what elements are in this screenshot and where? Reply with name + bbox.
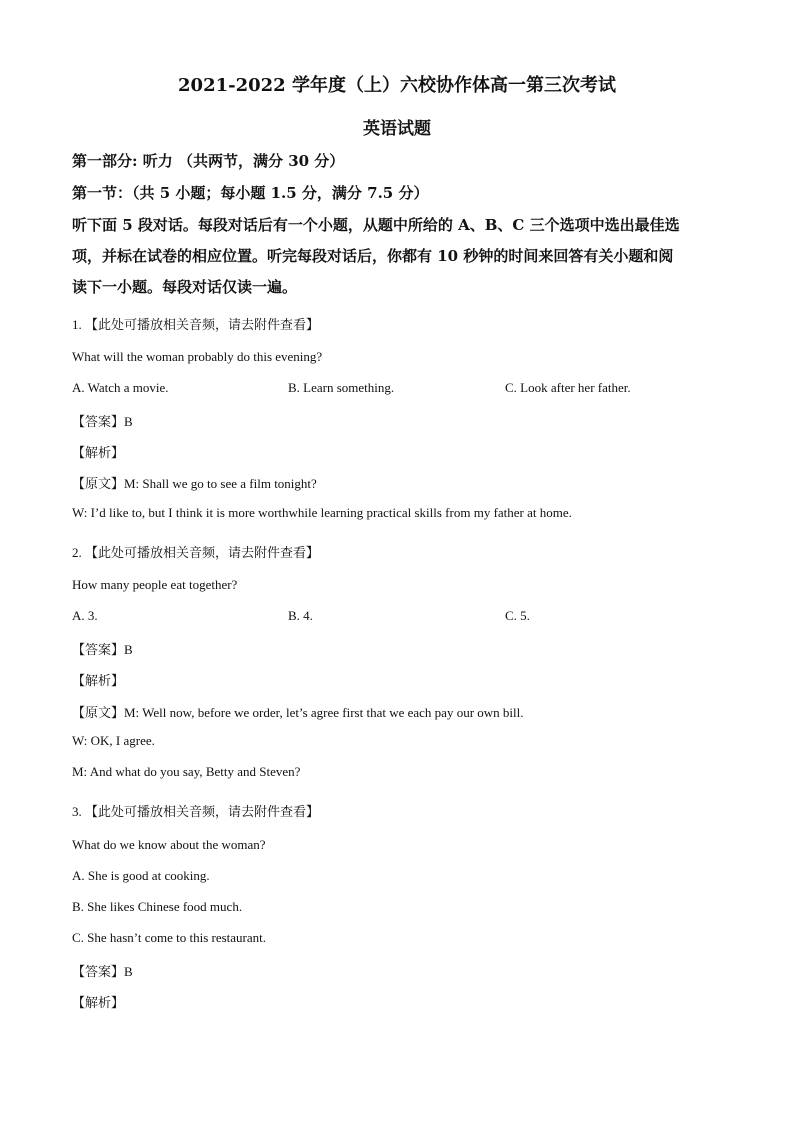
instructions-line-2: 项，并标在试卷的相应位置。听完每段对话后，你都有 10 秒钟的时间来回答有关小题和阅 [72, 247, 674, 265]
question-2-option-a: A. 3. [72, 608, 98, 623]
question-2-answer: 【答案】B [72, 642, 133, 657]
question-3-analysis: 【解析】 [72, 995, 125, 1010]
question-3-option-b: B. She likes Chinese food much. [72, 899, 243, 914]
question-2-transcript-1: 【原文】M: Well now, before we order, let’s agree first that we each pay our own bill. [72, 705, 524, 720]
instructions-line-3: 读下一小题。每段对话仅读一遍。 [72, 278, 298, 296]
question-2-option-b: B. 4. [288, 608, 313, 623]
question-2-transcript-2: W: OK, I agree. [72, 733, 155, 748]
part-heading: 第一部分: 听力 （共两节，满分 30 分） [72, 152, 345, 170]
question-1-transcript-2: W: I’d like to, but I think it is more worthwhile learning practical skills from my father at home. [72, 505, 572, 520]
question-3-text: What do we know about the woman? [72, 837, 266, 852]
question-3-answer: 【答案】B [72, 964, 133, 979]
question-1-number: 1. 【此处可播放相关音频，请去附件查看】 [72, 317, 320, 332]
exam-title: 2021-2022 学年度（上）六校协作体高一第三次考试 [178, 75, 616, 96]
instructions-line-1: 听下面 5 段对话。每段对话后有一个小题，从题中所给的 A、B、C 三个选项中选出最佳选 [72, 216, 680, 234]
exam-subtitle: 英语试题 [363, 119, 431, 139]
question-1-analysis: 【解析】 [72, 445, 125, 460]
question-2-transcript-3: M: And what do you say, Betty and Steven? [72, 764, 301, 779]
question-1-answer: 【答案】B [72, 414, 133, 429]
question-2-analysis: 【解析】 [72, 673, 125, 688]
question-3-option-a: A. She is good at cooking. [72, 868, 210, 883]
question-1-option-b: B. Learn something. [288, 380, 395, 395]
question-2-option-c: C. 5. [505, 608, 530, 623]
subsection-heading: 第一节：（共 5 小题；每小题 1.5 分，满分 7.5 分） [72, 184, 429, 202]
question-1-transcript-1: 【原文】M: Shall we go to see a film tonight? [72, 476, 317, 491]
question-2-number: 2. 【此处可播放相关音频，请去附件查看】 [72, 545, 320, 560]
question-3-number: 3. 【此处可播放相关音频，请去附件查看】 [72, 804, 320, 819]
question-1-option-c: C. Look after her father. [505, 380, 631, 395]
question-1-option-a: A. Watch a movie. [72, 380, 169, 395]
question-2-text: How many people eat together? [72, 577, 238, 592]
question-1-text: What will the woman probably do this evening? [72, 349, 323, 364]
question-3-option-c: C. She hasn’t come to this restaurant. [72, 930, 267, 945]
